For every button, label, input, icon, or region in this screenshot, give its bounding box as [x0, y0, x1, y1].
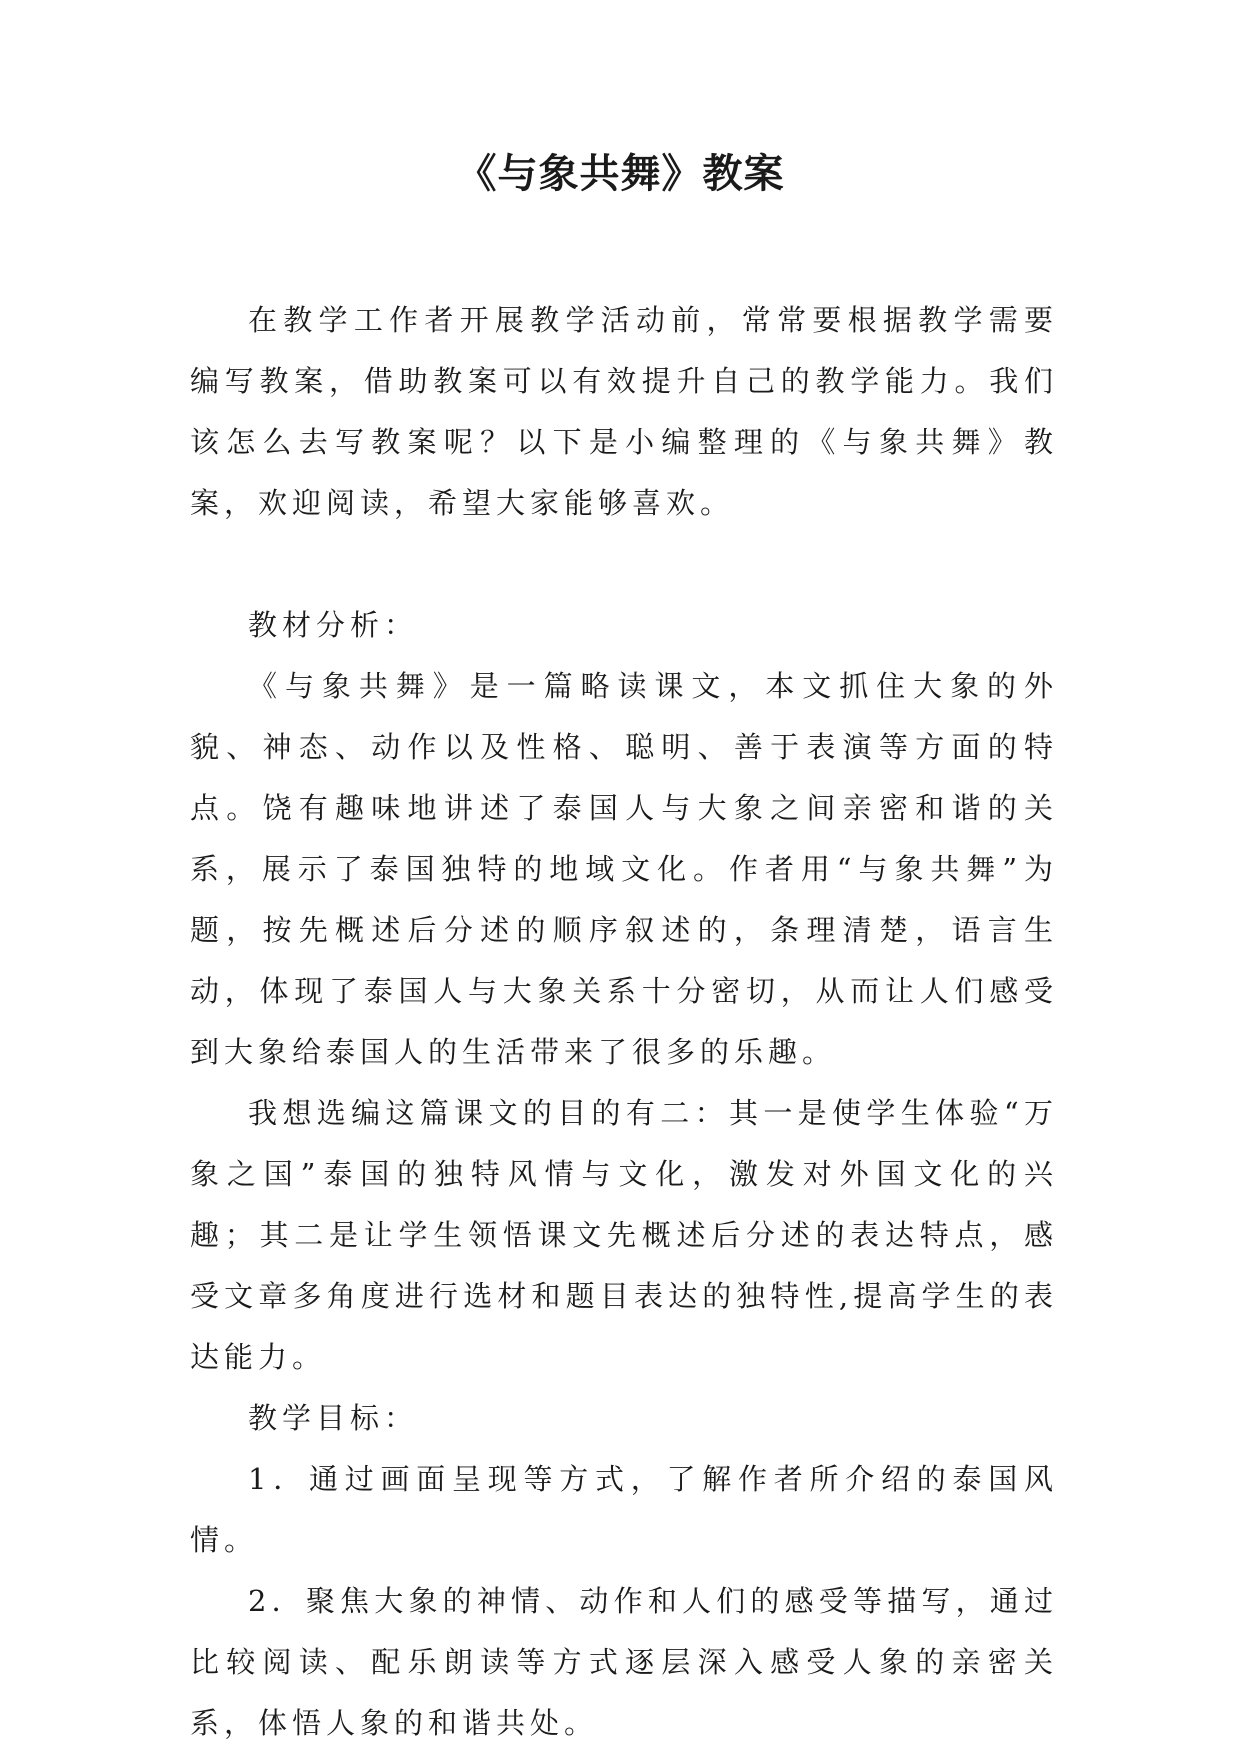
goal-item-1: 1．通过画面呈现等方式，了解作者所介绍的泰国风情。	[190, 1462, 1058, 1557]
document-body	[190, 290, 1058, 1754]
page-title: 《与象共舞》教案	[456, 151, 785, 197]
intro-paragraph: 在教学工作者开展教学活动前，常常要根据教学需要编写教案，借助教案可以有效提升自己的教学能力。我们该怎么去写教案呢？以下是小编整理的《与象共舞》教案，欢迎阅读，希望大家能够喜欢。	[190, 303, 1058, 520]
purpose-paragraph: 我想选编这篇课文的目的有二：其一是使学生体验“万象之国”泰国的独特风情与文化，激发对外国文化的兴趣；其二是让学生领悟课文先概述后分述的表达特点，感受文章多角度进行选材和题目表达的独特性,提高学生的表达能力。	[190, 1096, 1058, 1374]
goals-heading: 教学目标：	[248, 1401, 419, 1435]
paragraph-spacer	[190, 534, 1058, 595]
analysis-paragraph: 《与象共舞》是一篇略读课文，本文抓住大象的外貌、神态、动作以及性格、聪明、善于表演等方面的特点。饶有趣味地讲述了泰国人与大象之间亲密和谐的关系，展示了泰国独特的地域文化。作者用“与象共舞”为题，按先概述后分述的顺序叙述的，条理清楚，语言生动，体现了泰国人与大象关系十分密切，从而让人们感受到大象给泰国人的生活带来了很多的乐趣。	[190, 669, 1058, 1069]
goal-item-2: 2．聚焦大象的神情、动作和人们的感受等描写，通过比较阅读、配乐朗读等方式逐层深入感受人象的亲密关系，体悟人象的和谐共处。	[190, 1584, 1058, 1740]
analysis-heading: 教材分析：	[248, 608, 419, 642]
